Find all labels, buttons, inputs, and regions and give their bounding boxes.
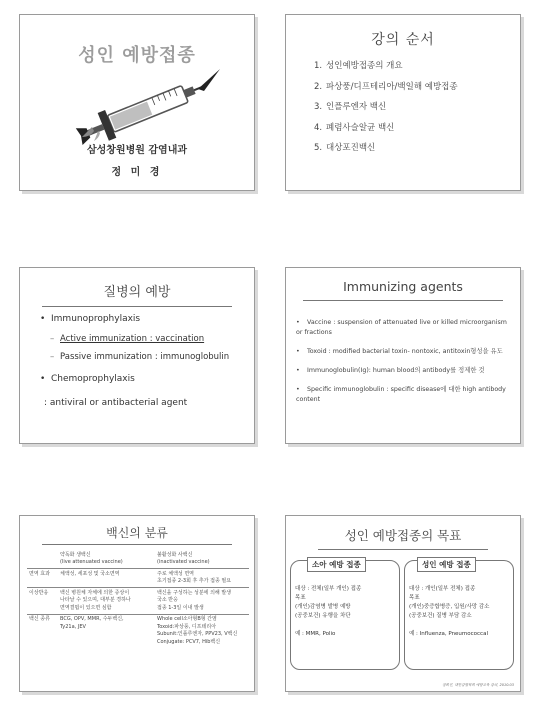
box-line: 예 : Influenza, Pneumococcal (409, 631, 488, 637)
item-number: 4. (314, 122, 323, 133)
list-item (314, 141, 458, 162)
bullet-text: Chemoprophylaxis (51, 374, 135, 384)
spacer (295, 621, 397, 630)
table-row (27, 614, 249, 648)
slide-immunizing-agents (285, 267, 521, 444)
table-cell: 백신 병원체 자체에 의한 증상이 나타날 수 있으며, 대부분 경하나 면역결핍이 있으면 심함 (58, 588, 155, 615)
item-text: Toxoid : modified bacterial toxin- nontoxic, antitoxin형성을 유도 (307, 348, 503, 355)
item-text: Specific immunoglobulin : specific disease에 대한 high antibody content (296, 386, 506, 403)
item-number: 5. (314, 143, 323, 153)
sub-item (50, 334, 229, 344)
bullet-detail: : antiviral or antibacterial agent (44, 398, 188, 408)
title-divider (42, 544, 232, 545)
item-text: Immunoglobulin(Ig): human blood의 antibody를 정제한 것 (307, 367, 485, 374)
table-cell: 이상반응 (27, 588, 58, 615)
slide3-title: 질병의 예방 (103, 285, 171, 300)
slide4-header (286, 279, 520, 301)
table-cell (27, 550, 58, 569)
source-credit: 정희진, 대한감염학회 예방교육 강의, 2010.03 (442, 683, 514, 687)
item-text: 성인예방접종의 개요 (326, 61, 403, 71)
box-line: 예 : MMR, Polio (295, 631, 336, 637)
slide6-header (286, 526, 520, 550)
table-cell: 백신을 구성하는 성분에 의해 발생 국소 반응 접종 1-3일 이내 발생 (155, 588, 249, 615)
box-line: 목표 (295, 595, 306, 601)
bullet-icon: • (296, 367, 300, 374)
table-header-row (27, 550, 249, 569)
slide3-body (40, 314, 229, 408)
box-line: 대상 : 개인(일부 전체) 접종 (409, 586, 476, 592)
agenda-list (314, 59, 458, 162)
spacer (409, 621, 511, 630)
item-text: 인플루엔자 백신 (326, 102, 387, 112)
slide3-header (20, 281, 254, 307)
author-name: 정 미 경 (111, 167, 163, 178)
bullet-icon: • (296, 319, 300, 326)
box-title: 성인 예방 접종 (417, 557, 476, 572)
slide6-title: 성인 예방접종의 목표 (344, 528, 462, 543)
list-item (314, 121, 458, 142)
box-line: (개인)중증합병증, 입원/사망 감소 (409, 604, 490, 610)
sub-item (50, 352, 229, 362)
list-item (296, 318, 514, 338)
box-line: 대상 : 전체(일부 개인) 접종 (295, 586, 362, 592)
item-text: 파상풍/디프테리아/백일해 예방접종 (326, 81, 458, 92)
table-cell: Whole cell소아형B형 간염 Toxoid:파상풍, 디프테리아 Subunit:인플루엔자, PPV23, V백신 Conjugate: PCV7, Hib백신 (157, 616, 238, 645)
bullet-text: Immunoprophylaxis (51, 314, 141, 324)
child-vaccination-box (290, 560, 400, 670)
item-number: 1. (314, 61, 323, 71)
box-body (409, 585, 511, 639)
box-line: 목표 (409, 595, 420, 601)
table-cell: 불활성화 사백신 (inactivated vaccine) (155, 550, 249, 569)
table-cell: BCG, OPV, MMR, 수두백신, Ty21a, JEV (60, 616, 124, 630)
slide-disease-prevention (19, 267, 255, 444)
list-item (296, 385, 514, 405)
bullet-icon: • (40, 314, 46, 324)
title-divider (318, 549, 488, 550)
table-row (27, 569, 249, 588)
list-item (296, 347, 514, 357)
title-divider (303, 300, 503, 301)
slide5-header (20, 524, 254, 545)
bullet-item (40, 374, 229, 384)
box-body (295, 585, 397, 639)
table-cell: 면역 효과 (27, 569, 58, 588)
dash-icon: – (50, 352, 55, 362)
list-item (314, 100, 458, 121)
box-line: (개인)감염병 발병 예방 (295, 604, 351, 610)
box-line: (공중보건) 질병 부담 감소 (409, 613, 472, 619)
table-cell: 백신 종류 (29, 616, 50, 622)
list-item (314, 80, 458, 101)
table-row (27, 588, 249, 615)
dash-icon: – (50, 334, 55, 344)
bullet-icon: • (296, 386, 300, 393)
syringe-icon (70, 65, 220, 145)
sub-item-text: Active immunization : vaccination (60, 334, 205, 344)
list-item (314, 59, 458, 80)
slide1-title: 성인 예방접종 (78, 45, 196, 66)
item-number: 3. (314, 102, 323, 112)
slide-title (19, 14, 255, 191)
item-text: Vaccine : suspension of attenuated live or killed microorganism or fractions (296, 319, 507, 336)
item-text: 대상포진백신 (326, 143, 376, 153)
bullet-item (40, 314, 229, 324)
item-text: 폐렴사슬알균 백신 (326, 122, 395, 133)
slide4-title: Immunizing agents (343, 279, 463, 294)
adult-vaccination-box (404, 560, 514, 670)
title-divider (42, 306, 232, 307)
box-title: 소아 예방 접종 (307, 557, 366, 572)
slide5-title: 백신의 분류 (106, 526, 168, 540)
bullet-icon: • (40, 374, 46, 384)
hospital-name: 삼성창원병원 감염내과 (86, 145, 188, 156)
table-cell: 약독화 생백신 (live attenuated vaccine) (58, 550, 155, 569)
slide2-title: 강의 순서 (371, 32, 435, 48)
list-item (296, 366, 514, 376)
slide-vaccine-classification (19, 515, 255, 692)
box-line: (공중보건) 유행을 차단 (295, 613, 351, 619)
table-cell: 주로 체액성 면역 초기접종 2-3회 후 추가 접종 필요 (155, 569, 249, 588)
item-number: 2. (314, 81, 323, 92)
slide4-body (296, 318, 514, 414)
sub-item-text: Passive immunization : immunoglobulin (60, 352, 230, 362)
slide-agenda (285, 14, 521, 191)
vaccine-table (27, 550, 249, 648)
bullet-icon: • (296, 348, 300, 355)
table-cell: 체액성, 세포성 및 국소면역 (58, 569, 155, 588)
slide-vaccination-goals (285, 515, 521, 692)
